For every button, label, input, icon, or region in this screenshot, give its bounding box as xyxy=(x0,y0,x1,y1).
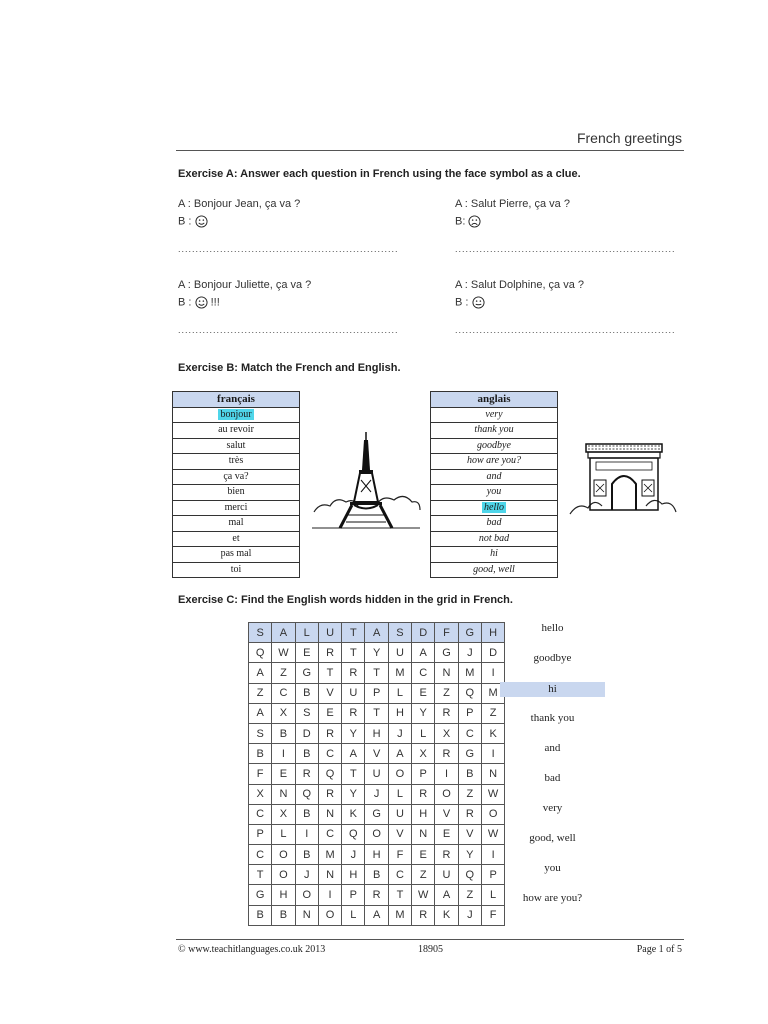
grid-letter[interactable]: R xyxy=(412,784,435,804)
grid-letter[interactable]: T xyxy=(388,885,411,905)
grid-letter[interactable]: J xyxy=(342,845,365,865)
grid-row xyxy=(249,764,505,784)
english-word[interactable]: very xyxy=(431,407,558,423)
question-line: A : Bonjour Jean, ça va ? xyxy=(178,198,301,210)
grid-letter[interactable]: C xyxy=(318,824,341,844)
question-line: A : Salut Dolphine, ça va ? xyxy=(455,279,585,291)
hidden-word-item: thank you xyxy=(530,712,575,724)
grid-row xyxy=(249,703,505,723)
grid-letter[interactable]: U xyxy=(318,623,341,643)
grid-letter[interactable]: G xyxy=(249,885,272,905)
grid-row xyxy=(249,744,505,764)
word-search-grid xyxy=(248,622,505,926)
grid-letter[interactable]: Z xyxy=(458,784,481,804)
grid-letter[interactable]: L xyxy=(412,723,435,743)
speaker-label: B: xyxy=(455,215,466,228)
grid-letter[interactable]: L xyxy=(388,784,411,804)
exercise-a-item-3 xyxy=(178,279,399,335)
french-word[interactable]: salut xyxy=(173,438,300,454)
grid-letter[interactable]: C xyxy=(458,723,481,743)
grid-letter[interactable]: R xyxy=(318,723,341,743)
footer-divider xyxy=(176,939,684,940)
grid-letter[interactable]: U xyxy=(342,683,365,703)
grid-letter[interactable]: D xyxy=(412,623,435,643)
grid-letter[interactable]: A xyxy=(272,623,295,643)
grid-letter[interactable]: H xyxy=(365,845,388,865)
grid-letter[interactable]: L xyxy=(388,683,411,703)
french-word[interactable]: bonjour xyxy=(173,407,300,423)
grid-letter[interactable]: E xyxy=(435,824,458,844)
grid-letter[interactable]: W xyxy=(481,824,504,844)
grid-letter[interactable]: Z xyxy=(435,683,458,703)
grid-letter[interactable]: A xyxy=(365,905,388,925)
grid-letter[interactable]: J xyxy=(458,643,481,663)
french-word[interactable]: très xyxy=(173,454,300,470)
grid-letter[interactable]: B xyxy=(295,845,318,865)
exercise-a-item-1 xyxy=(178,198,399,254)
french-word[interactable]: toi xyxy=(173,562,300,578)
english-word-table xyxy=(430,391,558,578)
french-word[interactable]: merci xyxy=(173,500,300,516)
english-word[interactable]: goodbye xyxy=(431,438,558,454)
french-header: français xyxy=(173,392,300,408)
arc-de-triomphe-illustration xyxy=(568,440,678,525)
grid-letter[interactable]: H xyxy=(365,723,388,743)
grid-letter[interactable]: G xyxy=(365,804,388,824)
grid-letter[interactable]: E xyxy=(295,643,318,663)
grid-row xyxy=(249,885,505,905)
grid-letter[interactable]: B xyxy=(272,723,295,743)
grid-letter[interactable]: Y xyxy=(412,703,435,723)
english-word[interactable]: bad xyxy=(431,516,558,532)
grid-letter[interactable]: Q xyxy=(458,865,481,885)
grid-letter[interactable]: R xyxy=(458,804,481,824)
grid-letter[interactable]: F xyxy=(388,845,411,865)
grid-letter[interactable]: I xyxy=(481,845,504,865)
header-divider xyxy=(176,150,684,151)
grid-row xyxy=(249,845,505,865)
grid-letter[interactable]: M xyxy=(481,683,504,703)
grid-letter[interactable]: T xyxy=(342,623,365,643)
grid-letter[interactable]: B xyxy=(295,804,318,824)
grid-letter[interactable]: M xyxy=(318,845,341,865)
english-word[interactable]: and xyxy=(431,469,558,485)
grid-letter[interactable]: C xyxy=(249,845,272,865)
hidden-word-item: hello xyxy=(541,622,564,634)
grid-letter[interactable]: V xyxy=(318,683,341,703)
grid-letter[interactable]: T xyxy=(318,663,341,683)
grid-row xyxy=(249,663,505,683)
grid-letter[interactable]: X xyxy=(249,784,272,804)
grid-letter[interactable]: P xyxy=(342,885,365,905)
answer-line[interactable]: ............................................................... xyxy=(455,325,676,335)
french-word[interactable]: bien xyxy=(173,485,300,501)
grid-letter[interactable]: A xyxy=(435,885,458,905)
grid-letter[interactable]: H xyxy=(342,865,365,885)
grid-letter[interactable]: P xyxy=(458,703,481,723)
grid-letter[interactable]: R xyxy=(342,703,365,723)
grid-letter[interactable]: S xyxy=(388,623,411,643)
exercise-a-item-4 xyxy=(455,279,676,335)
grid-letter[interactable]: O xyxy=(365,824,388,844)
grid-letter[interactable]: I xyxy=(272,744,295,764)
grid-letter[interactable]: R xyxy=(435,703,458,723)
grid-letter[interactable]: X xyxy=(412,744,435,764)
exercise-a-item-2 xyxy=(455,198,676,254)
grid-letter[interactable]: B xyxy=(365,865,388,885)
grid-letter[interactable]: I xyxy=(295,824,318,844)
speaker-label: B : xyxy=(178,215,192,228)
french-word[interactable]: et xyxy=(173,531,300,547)
grid-letter[interactable]: K xyxy=(481,723,504,743)
grid-letter[interactable]: R xyxy=(412,905,435,925)
grid-letter[interactable]: R xyxy=(342,663,365,683)
french-word[interactable]: pas mal xyxy=(173,547,300,563)
hidden-word-item: hi xyxy=(500,682,605,697)
page-title: French greetings xyxy=(576,130,682,146)
grid-letter[interactable]: U xyxy=(365,764,388,784)
footer-page-number: Page 1 of 5 xyxy=(636,944,682,955)
emphasis-text: !!! xyxy=(210,296,220,309)
grid-letter[interactable]: Z xyxy=(481,703,504,723)
question-line: A : Salut Pierre, ça va ? xyxy=(455,198,570,210)
english-word[interactable]: hello xyxy=(431,500,558,516)
grid-letter[interactable]: B xyxy=(295,744,318,764)
grid-letter[interactable]: P xyxy=(481,865,504,885)
grid-letter[interactable]: T xyxy=(249,865,272,885)
grid-letter[interactable]: N xyxy=(272,784,295,804)
grid-letter[interactable]: C xyxy=(249,804,272,824)
grid-letter[interactable]: G xyxy=(458,623,481,643)
grid-letter[interactable]: M xyxy=(388,663,411,683)
grid-letter[interactable]: W xyxy=(481,784,504,804)
french-word-table xyxy=(172,391,300,578)
grid-letter[interactable]: R xyxy=(318,784,341,804)
answer-line[interactable]: ............................................................... xyxy=(178,244,399,254)
grid-letter[interactable]: Z xyxy=(249,683,272,703)
grid-letter[interactable]: H xyxy=(388,703,411,723)
grid-letter[interactable]: O xyxy=(388,764,411,784)
grid-letter[interactable]: R xyxy=(365,885,388,905)
grid-letter[interactable]: W xyxy=(272,643,295,663)
grid-letter[interactable]: I xyxy=(435,764,458,784)
happy-face-icon xyxy=(195,215,208,228)
grid-letter[interactable]: U xyxy=(388,804,411,824)
grid-row xyxy=(249,683,505,703)
grid-letter[interactable]: J xyxy=(365,784,388,804)
answer-prompt xyxy=(178,215,399,228)
grid-letter[interactable]: Y xyxy=(342,784,365,804)
grid-letter[interactable]: Q xyxy=(342,824,365,844)
neutral-face-icon xyxy=(472,296,485,309)
grid-letter[interactable]: C xyxy=(388,865,411,885)
grid-letter[interactable]: Z xyxy=(412,865,435,885)
grid-letter[interactable]: U xyxy=(388,643,411,663)
grid-letter[interactable]: D xyxy=(481,643,504,663)
grid-letter[interactable]: G xyxy=(458,744,481,764)
grid-letter[interactable]: S xyxy=(295,703,318,723)
english-word[interactable]: thank you xyxy=(431,423,558,439)
grid-letter[interactable]: Q xyxy=(318,764,341,784)
grid-letter[interactable]: W xyxy=(412,885,435,905)
exercise-b-heading: Exercise B: Match the French and English. xyxy=(178,362,401,374)
grid-letter[interactable]: J xyxy=(458,905,481,925)
hidden-word-item: you xyxy=(544,862,561,874)
grid-letter[interactable]: L xyxy=(342,905,365,925)
grid-letter[interactable]: E xyxy=(412,845,435,865)
hidden-word-item: and xyxy=(544,742,561,754)
happy-face-icon xyxy=(195,296,208,309)
grid-letter[interactable]: F xyxy=(249,764,272,784)
grid-letter[interactable]: H xyxy=(412,804,435,824)
grid-letter[interactable]: F xyxy=(435,623,458,643)
grid-letter[interactable]: T xyxy=(342,764,365,784)
grid-letter[interactable]: V xyxy=(365,744,388,764)
grid-letter[interactable]: S xyxy=(249,623,272,643)
grid-row xyxy=(249,623,505,643)
english-word[interactable]: hi xyxy=(431,547,558,563)
english-word[interactable]: you xyxy=(431,485,558,501)
grid-letter[interactable]: B xyxy=(295,683,318,703)
footer-code: 18905 xyxy=(418,944,443,955)
grid-letter[interactable]: A xyxy=(342,744,365,764)
grid-row xyxy=(249,784,505,804)
grid-letter[interactable]: Z xyxy=(272,663,295,683)
hidden-word-item: bad xyxy=(544,772,561,784)
grid-letter[interactable]: U xyxy=(435,865,458,885)
grid-letter[interactable]: Y xyxy=(365,643,388,663)
grid-letter[interactable]: A xyxy=(412,643,435,663)
grid-letter[interactable]: B xyxy=(458,764,481,784)
french-word[interactable]: mal xyxy=(173,516,300,532)
grid-letter[interactable]: O xyxy=(435,784,458,804)
eiffel-tower-illustration xyxy=(310,430,422,535)
grid-row xyxy=(249,865,505,885)
grid-letter[interactable]: C xyxy=(318,744,341,764)
grid-letter[interactable]: O xyxy=(272,845,295,865)
question-line: A : Bonjour Juliette, ça va ? xyxy=(178,279,312,291)
grid-row xyxy=(249,723,505,743)
speaker-label: B : xyxy=(178,296,192,309)
hidden-word-item: goodbye xyxy=(533,652,572,664)
grid-letter[interactable]: N xyxy=(318,865,341,885)
grid-letter[interactable]: N xyxy=(318,804,341,824)
grid-letter[interactable]: X xyxy=(272,703,295,723)
french-word[interactable]: au revoir xyxy=(173,423,300,439)
grid-letter[interactable]: T xyxy=(342,643,365,663)
grid-letter[interactable]: S xyxy=(249,723,272,743)
grid-letter[interactable]: P xyxy=(412,764,435,784)
footer-copyright: © www.teachitlanguages.co.uk 2013 xyxy=(178,944,326,955)
grid-letter[interactable]: L xyxy=(481,885,504,905)
grid-letter[interactable]: A xyxy=(249,703,272,723)
hidden-word-item: good, well xyxy=(529,832,576,844)
grid-letter[interactable]: N xyxy=(295,905,318,925)
grid-letter[interactable]: E xyxy=(412,683,435,703)
grid-letter[interactable]: B xyxy=(249,744,272,764)
grid-row xyxy=(249,824,505,844)
grid-letter[interactable]: H xyxy=(481,623,504,643)
french-word[interactable]: ça va? xyxy=(173,469,300,485)
hidden-word-item: very xyxy=(542,802,563,814)
grid-letter[interactable]: I xyxy=(318,885,341,905)
grid-row xyxy=(249,643,505,663)
grid-letter[interactable]: R xyxy=(318,643,341,663)
exercise-a-heading: Exercise A: Answer each question in French using the face symbol as a clue. xyxy=(178,168,581,180)
grid-letter[interactable]: J xyxy=(295,865,318,885)
grid-letter[interactable]: O xyxy=(295,885,318,905)
grid-letter[interactable]: V xyxy=(458,824,481,844)
grid-letter[interactable]: Y xyxy=(458,845,481,865)
english-header: anglais xyxy=(431,392,558,408)
grid-letter[interactable]: T xyxy=(365,703,388,723)
grid-letter[interactable]: A xyxy=(365,623,388,643)
grid-letter[interactable]: E xyxy=(272,764,295,784)
grid-letter[interactable]: M xyxy=(458,663,481,683)
grid-letter[interactable]: I xyxy=(481,744,504,764)
grid-letter[interactable]: O xyxy=(318,905,341,925)
grid-letter[interactable]: M xyxy=(388,905,411,925)
grid-letter[interactable]: K xyxy=(435,905,458,925)
answer-prompt xyxy=(455,296,676,309)
grid-letter[interactable]: N xyxy=(481,764,504,784)
grid-letter[interactable]: A xyxy=(249,663,272,683)
grid-letter[interactable]: I xyxy=(481,663,504,683)
grid-letter[interactable]: Z xyxy=(458,885,481,905)
grid-letter[interactable]: Q xyxy=(295,784,318,804)
grid-letter[interactable]: R xyxy=(295,764,318,784)
answer-line[interactable]: ............................................................... xyxy=(178,325,399,335)
grid-letter[interactable]: R xyxy=(435,845,458,865)
grid-letter[interactable]: O xyxy=(481,804,504,824)
grid-letter[interactable]: A xyxy=(388,744,411,764)
grid-letter[interactable]: V xyxy=(435,804,458,824)
grid-letter[interactable]: X xyxy=(272,804,295,824)
grid-letter[interactable]: L xyxy=(272,824,295,844)
speaker-label: B : xyxy=(455,296,469,309)
grid-letter[interactable]: N xyxy=(412,824,435,844)
answer-prompt xyxy=(178,296,399,309)
grid-letter[interactable]: L xyxy=(295,623,318,643)
grid-letter[interactable]: E xyxy=(318,703,341,723)
grid-letter[interactable]: P xyxy=(249,824,272,844)
grid-letter[interactable]: C xyxy=(272,683,295,703)
grid-letter[interactable]: X xyxy=(435,723,458,743)
answer-line[interactable]: ............................................................... xyxy=(455,244,676,254)
grid-row xyxy=(249,804,505,824)
grid-letter[interactable]: G xyxy=(435,643,458,663)
grid-letter[interactable]: T xyxy=(365,663,388,683)
grid-letter[interactable]: C xyxy=(412,663,435,683)
grid-letter[interactable]: O xyxy=(272,865,295,885)
exercise-c-heading: Exercise C: Find the English words hidden in the grid in French. xyxy=(178,594,513,606)
answer-prompt xyxy=(455,215,676,228)
grid-letter[interactable]: B xyxy=(249,905,272,925)
hidden-word-item: how are you? xyxy=(522,892,583,904)
english-word[interactable]: not bad xyxy=(431,531,558,547)
grid-letter[interactable]: N xyxy=(435,663,458,683)
grid-letter[interactable]: Y xyxy=(342,723,365,743)
grid-letter[interactable]: R xyxy=(435,744,458,764)
grid-letter[interactable]: P xyxy=(365,683,388,703)
grid-letter[interactable]: V xyxy=(388,824,411,844)
grid-letter[interactable]: B xyxy=(272,905,295,925)
english-word[interactable]: how are you? xyxy=(431,454,558,470)
grid-row xyxy=(249,905,505,925)
grid-letter[interactable]: Q xyxy=(458,683,481,703)
grid-letter[interactable]: G xyxy=(295,663,318,683)
english-word[interactable]: good, well xyxy=(431,562,558,578)
grid-letter[interactable]: K xyxy=(342,804,365,824)
grid-letter[interactable]: H xyxy=(272,885,295,905)
grid-letter[interactable]: D xyxy=(295,723,318,743)
grid-letter[interactable]: F xyxy=(481,905,504,925)
sad-face-icon xyxy=(468,215,481,228)
grid-letter[interactable]: Q xyxy=(249,643,272,663)
grid-letter[interactable]: J xyxy=(388,723,411,743)
